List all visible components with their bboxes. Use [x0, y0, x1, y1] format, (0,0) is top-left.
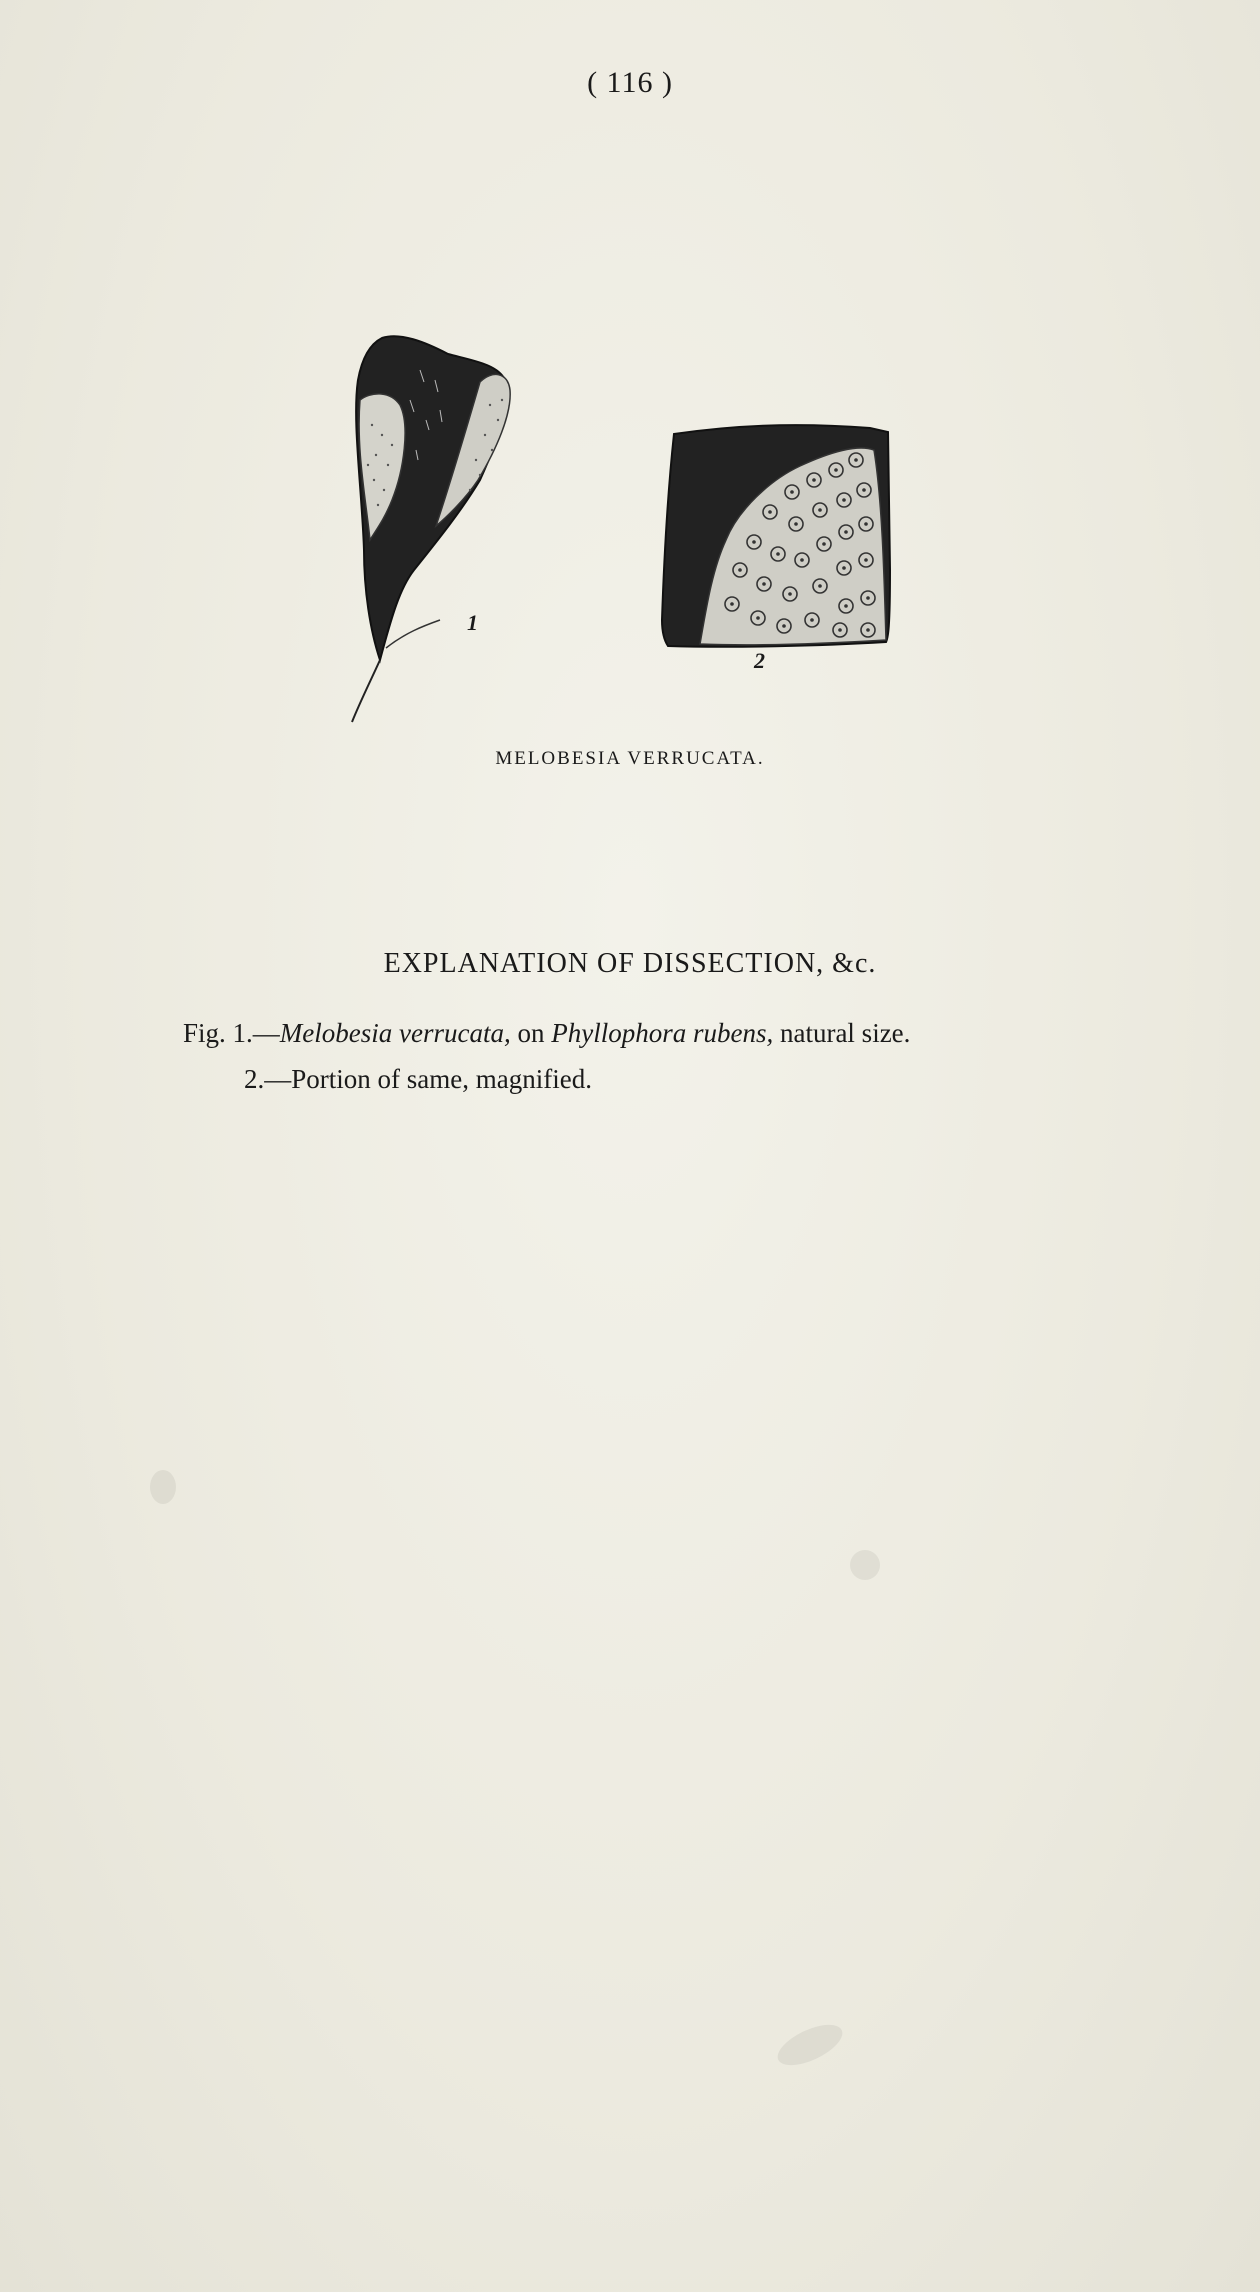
fig1-suffix: natural size.	[773, 1018, 911, 1048]
illustration-plate	[330, 330, 930, 760]
fig1-prefix: Fig. 1.—	[183, 1018, 280, 1048]
explanation-block	[183, 1010, 1103, 1102]
section-heading: EXPLANATION OF DISSECTION, &c.	[383, 948, 877, 979]
figure-1-frond-illustration	[330, 330, 550, 760]
explanation-line-fig-2: 2.—Portion of same, magnified.	[244, 1064, 592, 1094]
host-name: Phyllophora rubens,	[551, 1018, 774, 1048]
fig1-on: on	[510, 1018, 552, 1048]
figure-2-label: 2	[754, 648, 765, 673]
paper-stain	[850, 1550, 880, 1580]
figure-1-label: 1	[467, 610, 478, 635]
figure-2-magnified-illustration	[660, 420, 900, 660]
species-name: Melobesia verrucata,	[279, 1018, 511, 1048]
figure-caption: MELOBESIA VERRUCATA.	[495, 748, 765, 769]
paper-stain	[772, 2017, 848, 2074]
paper-stain	[150, 1470, 176, 1504]
page-number: ( 116 )	[587, 66, 673, 99]
explanation-line-fig-1	[183, 1010, 1103, 1056]
